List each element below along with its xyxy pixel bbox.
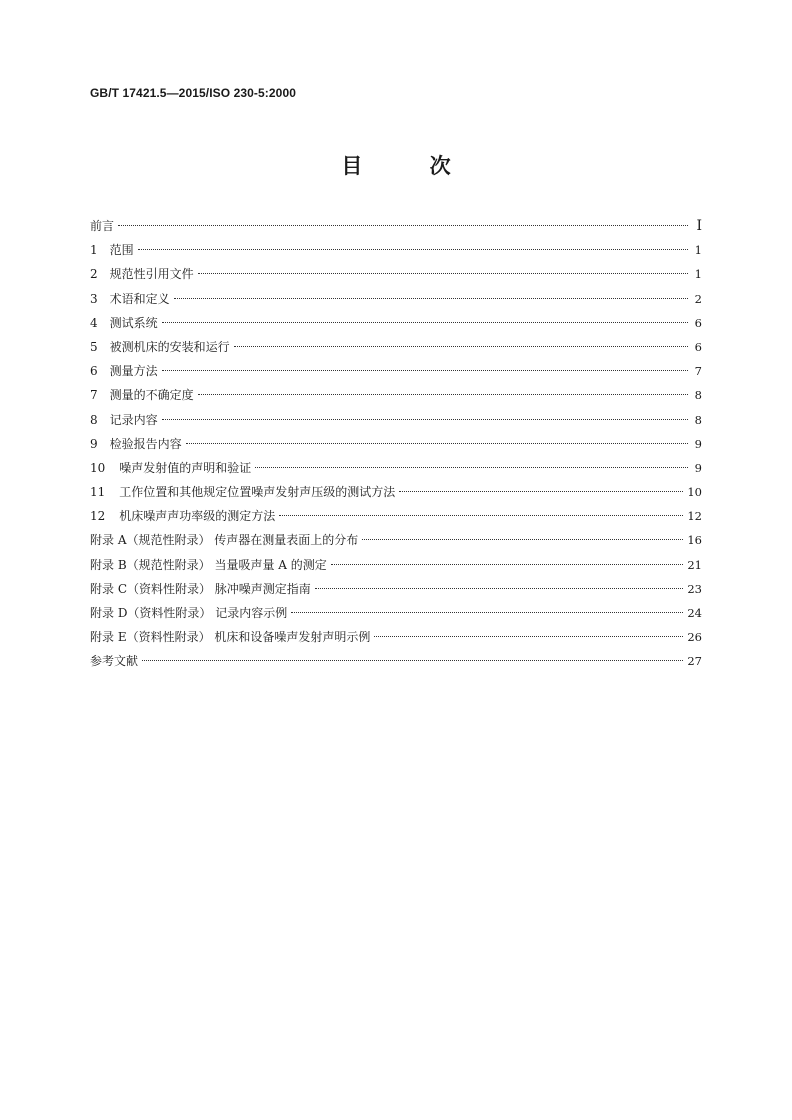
toc-entry-number: 5: [90, 339, 98, 354]
toc-entry-page: 10: [687, 485, 702, 500]
toc-entry-page: 7: [694, 364, 702, 379]
toc-entry-title: 附录 E（资料性附录） 机床和设备噪声发射声明示例: [90, 630, 371, 645]
toc-leader-dots: [198, 273, 688, 274]
toc-entry[interactable]: [90, 649, 702, 673]
toc-entry-title: 术语和定义: [109, 291, 170, 306]
table-of-contents: [90, 214, 702, 674]
toc-entry-page: 21: [687, 557, 702, 572]
toc-entry-page: 27: [687, 654, 702, 669]
toc-entry-title: 附录 D（资料性附录） 记录内容示例: [90, 606, 288, 620]
toc-leader-dots: [174, 298, 688, 299]
toc-entry-title: 前言: [90, 219, 115, 233]
toc-entry-title: 工作位置和其他规定位置噪声发射声压级的测试方法: [119, 485, 396, 500]
toc-entry-number: 7: [90, 388, 98, 403]
toc-entry-page: 6: [694, 339, 702, 354]
toc-entry-number: 8: [90, 412, 98, 427]
toc-entry[interactable]: [90, 287, 702, 311]
toc-entry-number: 12: [90, 509, 106, 524]
toc-entry-number: 9: [90, 436, 98, 451]
toc-entry-title: 被测机床的安装和运行: [109, 339, 230, 354]
standard-id: GB/T 17421.5—2015/ISO 230-5:2000: [90, 86, 296, 100]
toc-entry-title: 附录 B（规范性附录） 当量吸声量 A 的测定: [90, 557, 327, 572]
toc-entry-title: 噪声发射值的声明和验证: [119, 460, 252, 475]
toc-entry-number: 2: [90, 267, 98, 282]
toc-entry-page: 12: [687, 509, 702, 524]
toc-entry-page: 6: [694, 315, 702, 330]
toc-entry-title: 记录内容: [109, 412, 158, 427]
toc-entry-page: 9: [694, 436, 702, 451]
toc-entry-page: 26: [687, 630, 702, 645]
toc-entry-number: 11: [90, 485, 106, 500]
toc-entry[interactable]: [90, 480, 702, 504]
toc-leader-dots: [234, 346, 688, 347]
toc-entry-title: 参考文献: [90, 654, 139, 669]
toc-leader-dots: [162, 419, 688, 420]
toc-entry-page: 8: [694, 388, 702, 403]
toc-entry-page: 23: [687, 581, 702, 596]
toc-entry[interactable]: [90, 359, 702, 383]
toc-entry[interactable]: [90, 577, 702, 601]
toc-entry-page: Ⅰ: [696, 218, 702, 234]
toc-entry[interactable]: [90, 214, 702, 238]
toc-entry[interactable]: [90, 335, 702, 359]
toc-leader-dots: [291, 612, 683, 613]
toc-entry[interactable]: [90, 383, 702, 407]
toc-entry[interactable]: [90, 408, 702, 432]
toc-leader-dots: [399, 491, 683, 492]
toc-entry-title: 检验报告内容: [109, 436, 182, 451]
toc-entry-page: 1: [694, 267, 702, 282]
toc-entry[interactable]: [90, 262, 702, 286]
toc-entry[interactable]: [90, 456, 702, 480]
toc-leader-dots: [138, 249, 688, 250]
toc-entry[interactable]: [90, 432, 702, 456]
toc-entry-title: 规范性引用文件: [109, 267, 194, 282]
toc-entry-page: 24: [687, 606, 702, 620]
toc-entry-number: 3: [90, 291, 98, 306]
toc-entry-number: 6: [90, 364, 98, 379]
toc-entry[interactable]: [90, 238, 702, 262]
toc-entry-page: 1: [694, 243, 702, 258]
toc-leader-dots: [374, 636, 683, 637]
toc-leader-dots: [118, 225, 688, 226]
toc-entry-page: 2: [694, 291, 702, 306]
toc-leader-dots: [331, 564, 684, 565]
toc-entry-title: 测试系统: [109, 315, 158, 330]
toc-leader-dots: [315, 588, 684, 589]
toc-entry-number: 1: [90, 243, 98, 258]
toc-entry[interactable]: [90, 553, 702, 577]
toc-entry[interactable]: [90, 311, 702, 335]
toc-entry-title: 测量方法: [109, 364, 158, 379]
toc-entry[interactable]: [90, 601, 702, 625]
toc-entry-page: 9: [694, 460, 702, 475]
toc-entry-number: 4: [90, 315, 98, 330]
toc-entry-title: 附录 C（资料性附录） 脉冲噪声测定指南: [90, 581, 311, 596]
toc-entry-title: 机床噪声声功率级的测定方法: [119, 509, 276, 524]
toc-leader-dots: [162, 322, 688, 323]
toc-entry-title: 范围: [109, 243, 134, 258]
toc-leader-dots: [142, 660, 683, 661]
toc-entry-title: 附录 A（规范性附录） 传声器在测量表面上的分布: [90, 533, 359, 548]
toc-leader-dots: [198, 394, 688, 395]
page-title: 目 次: [341, 154, 481, 178]
toc-entry-page: 16: [687, 533, 702, 548]
toc-leader-dots: [362, 539, 683, 540]
toc-entry[interactable]: [90, 504, 702, 528]
toc-entry-page: 8: [694, 412, 702, 427]
toc-entry[interactable]: [90, 528, 702, 552]
toc-leader-dots: [279, 515, 683, 516]
toc-entry[interactable]: [90, 625, 702, 649]
toc-entry-number: 10: [90, 460, 106, 475]
toc-leader-dots: [186, 443, 688, 444]
toc-entry-title: 测量的不确定度: [109, 388, 194, 403]
toc-leader-dots: [162, 370, 688, 371]
toc-leader-dots: [255, 467, 688, 468]
